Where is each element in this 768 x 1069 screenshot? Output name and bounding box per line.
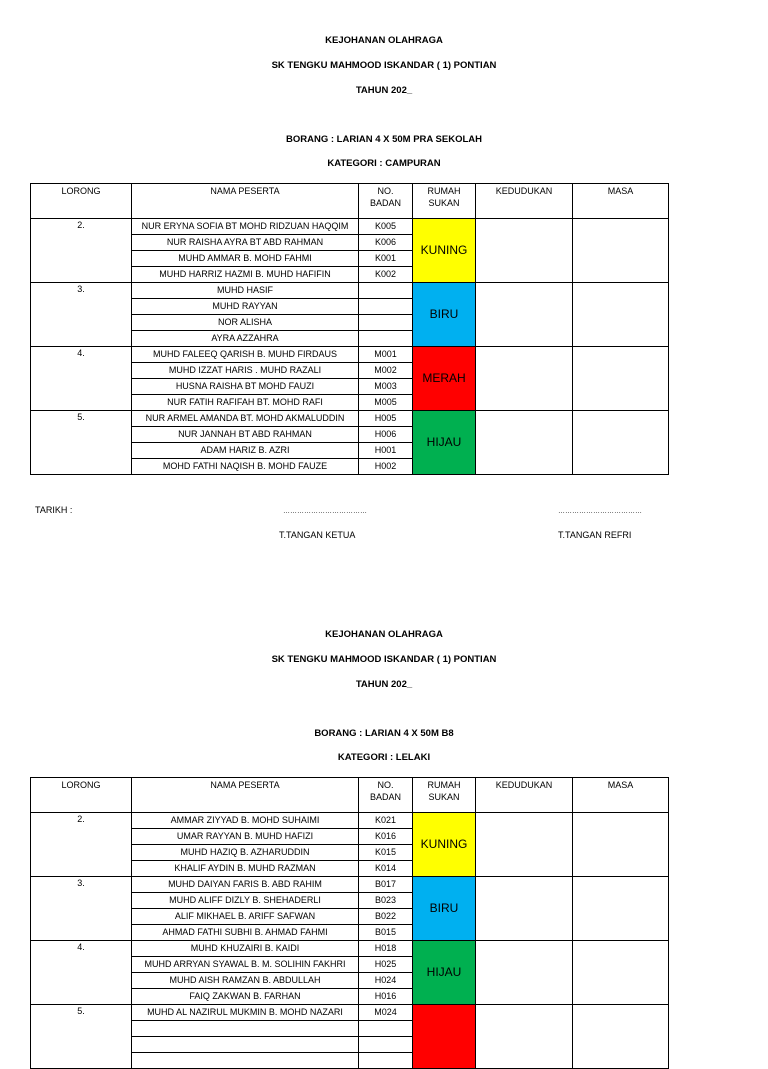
kedudukan-cell xyxy=(476,283,573,347)
nama-peserta-cell: MUHD RAYYAN xyxy=(132,299,359,315)
masa-cell xyxy=(573,813,669,877)
col-nama-peserta: NAMA PESERTA xyxy=(132,778,359,813)
lorong-cell: 3. xyxy=(31,877,132,941)
no-badan-cell: K001 xyxy=(359,251,413,267)
col-kedudukan: KEDUDUKAN xyxy=(476,184,573,219)
nama-peserta-cell: MUHD AISH RAMZAN B. ABDULLAH xyxy=(132,973,359,989)
results-table xyxy=(30,183,669,475)
table-header-row xyxy=(31,184,669,219)
no-badan-cell: H024 xyxy=(359,973,413,989)
signature-line-refri: ……………………………… xyxy=(558,508,642,515)
no-badan-cell: M003 xyxy=(359,379,413,395)
table-header-row xyxy=(31,778,669,813)
no-badan-cell: H005 xyxy=(359,411,413,427)
lorong-cell: 3. xyxy=(31,283,132,347)
nama-peserta-cell: HUSNA RAISHA BT MOHD FAUZI xyxy=(132,379,359,395)
no-badan-cell: H025 xyxy=(359,957,413,973)
kedudukan-cell xyxy=(476,347,573,411)
event-title: KEJOHANAN OLAHRAGA xyxy=(325,35,443,46)
col-lorong: LORONG xyxy=(31,778,132,813)
nama-peserta-cell: MUHD FALEEQ QARISH B. MUHD FIRDAUS xyxy=(132,347,359,363)
nama-peserta-cell: AMMAR ZIYYAD B. MOHD SUHAIMI xyxy=(132,813,359,829)
col-rumah-sukan: RUMAH SUKAN xyxy=(413,778,476,813)
rumah-sukan-cell: KUNING xyxy=(413,813,476,877)
no-badan-cell: M001 xyxy=(359,347,413,363)
col-nama-peserta: NAMA PESERTA xyxy=(132,184,359,219)
rumah-sukan-cell: BIRU xyxy=(413,283,476,347)
nama-peserta-cell xyxy=(132,1053,359,1069)
nama-peserta-cell: UMAR RAYYAN B. MUHD HAFIZI xyxy=(132,829,359,845)
nama-peserta-cell: NUR ARMEL AMANDA BT. MOHD AKMALUDDIN xyxy=(132,411,359,427)
col-lorong: LORONG xyxy=(31,184,132,219)
no-badan-cell: K002 xyxy=(359,267,413,283)
table-row xyxy=(31,877,669,893)
no-badan-cell: B015 xyxy=(359,925,413,941)
kedudukan-cell xyxy=(476,941,573,1005)
table-row xyxy=(31,283,669,299)
no-badan-cell xyxy=(359,1021,413,1037)
nama-peserta-cell xyxy=(132,1037,359,1053)
year-label: TAHUN 202_ xyxy=(355,85,413,96)
lorong-cell: 2. xyxy=(31,813,132,877)
no-badan-cell: M024 xyxy=(359,1005,413,1021)
no-badan-cell xyxy=(359,1037,413,1053)
table-row xyxy=(31,813,669,829)
col-masa: MASA xyxy=(573,184,669,219)
masa-cell xyxy=(573,1005,669,1069)
nama-peserta-cell: MUHD ALIFF DIZLY B. SHEHADERLI xyxy=(132,893,359,909)
no-badan-cell: H006 xyxy=(359,427,413,443)
nama-peserta-cell: FAIQ ZAKWAN B. FARHAN xyxy=(132,989,359,1005)
nama-peserta-cell: MUHD HASIF xyxy=(132,283,359,299)
nama-peserta-cell: AHMAD FATHI SUBHI B. AHMAD FAHMI xyxy=(132,925,359,941)
col-masa: MASA xyxy=(573,778,669,813)
nama-peserta-cell: ALIF MIKHAEL B. ARIFF SAFWAN xyxy=(132,909,359,925)
nama-peserta-cell: MUHD AL NAZIRUL MUKMIN B. MOHD NAZARI xyxy=(132,1005,359,1021)
kedudukan-cell xyxy=(476,813,573,877)
no-badan-cell: K006 xyxy=(359,235,413,251)
no-badan-cell xyxy=(359,283,413,299)
col-rumah-sukan: RUMAH SUKAN xyxy=(413,184,476,219)
refri-signature-label: T.TANGAN REFRI xyxy=(558,530,632,540)
col-kedudukan: KEDUDUKAN xyxy=(476,778,573,813)
signature-line-ketua: ……………………………… xyxy=(283,508,367,515)
no-badan-cell: K015 xyxy=(359,845,413,861)
table-body xyxy=(31,219,669,475)
nama-peserta-cell: NOR ALISHA xyxy=(132,315,359,331)
lorong-cell: 5. xyxy=(31,1005,132,1069)
tarikh-label: TARIKH : xyxy=(35,505,73,515)
rumah-sukan-cell: BIRU xyxy=(413,877,476,941)
table-row xyxy=(31,411,669,427)
rumah-sukan-cell: KUNING xyxy=(413,219,476,283)
nama-peserta-cell: KHALIF AYDIN B. MUHD RAZMAN xyxy=(132,861,359,877)
nama-peserta-cell: MUHD IZZAT HARIS . MUHD RAZALI xyxy=(132,363,359,379)
no-badan-cell: K014 xyxy=(359,861,413,877)
no-badan-cell: H002 xyxy=(359,459,413,475)
no-badan-cell: B022 xyxy=(359,909,413,925)
nama-peserta-cell: ADAM HARIZ B. AZRI xyxy=(132,443,359,459)
rumah-sukan-cell xyxy=(413,1005,476,1069)
masa-cell xyxy=(573,877,669,941)
no-badan-cell xyxy=(359,331,413,347)
event-title: KEJOHANAN OLAHRAGA xyxy=(325,629,443,640)
masa-cell xyxy=(573,941,669,1005)
nama-peserta-cell: MUHD KHUZAIRI B. KAIDI xyxy=(132,941,359,957)
kedudukan-cell xyxy=(476,1005,573,1069)
nama-peserta-cell: NUR RAISHA AYRA BT ABD RAHMAN xyxy=(132,235,359,251)
table-body xyxy=(31,813,669,1069)
no-badan-cell: K016 xyxy=(359,829,413,845)
table-row xyxy=(31,347,669,363)
nama-peserta-cell: MUHD AMMAR B. MOHD FAHMI xyxy=(132,251,359,267)
table-row xyxy=(31,941,669,957)
kategori-label: KATEGORI : LELAKI xyxy=(337,752,431,763)
no-badan-cell: M005 xyxy=(359,395,413,411)
no-badan-cell: H016 xyxy=(359,989,413,1005)
nama-peserta-cell: MUHD HAZIQ B. AZHARUDDIN xyxy=(132,845,359,861)
no-badan-cell xyxy=(359,299,413,315)
kedudukan-cell xyxy=(476,877,573,941)
nama-peserta-cell: MUHD HARRIZ HAZMI B. MUHD HAFIFIN xyxy=(132,267,359,283)
no-badan-cell xyxy=(359,1053,413,1069)
kedudukan-cell xyxy=(476,219,573,283)
col-no-badan: NO. BADAN xyxy=(359,778,413,813)
results-table xyxy=(30,777,669,1069)
no-badan-cell xyxy=(359,315,413,331)
no-badan-cell: M002 xyxy=(359,363,413,379)
rumah-sukan-cell: HIJAU xyxy=(413,411,476,475)
no-badan-cell: H018 xyxy=(359,941,413,957)
rumah-sukan-cell: MERAH xyxy=(413,347,476,411)
lorong-cell: 5. xyxy=(31,411,132,475)
nama-peserta-cell: NUR JANNAH BT ABD RAHMAN xyxy=(132,427,359,443)
masa-cell xyxy=(573,347,669,411)
school-name: SK TENGKU MAHMOOD ISKANDAR ( 1) PONTIAN xyxy=(271,654,497,665)
year-label: TAHUN 202_ xyxy=(355,679,413,690)
no-badan-cell: B023 xyxy=(359,893,413,909)
kategori-label: KATEGORI : CAMPURAN xyxy=(327,158,441,169)
nama-peserta-cell: NUR FATIH RAFIFAH BT. MOHD RAFI xyxy=(132,395,359,411)
school-name: SK TENGKU MAHMOOD ISKANDAR ( 1) PONTIAN xyxy=(271,60,497,71)
masa-cell xyxy=(573,219,669,283)
no-badan-cell: K005 xyxy=(359,219,413,235)
lorong-cell: 4. xyxy=(31,941,132,1005)
borang-label: BORANG : LARIAN 4 X 50M PRA SEKOLAH xyxy=(286,134,482,145)
kedudukan-cell xyxy=(476,411,573,475)
lorong-cell: 4. xyxy=(31,347,132,411)
table-row xyxy=(31,1005,669,1021)
nama-peserta-cell: MUHD ARRYAN SYAWAL B. M. SOLIHIN FAKHRI xyxy=(132,957,359,973)
nama-peserta-cell: AYRA AZZAHRA xyxy=(132,331,359,347)
no-badan-cell: H001 xyxy=(359,443,413,459)
borang-label: BORANG : LARIAN 4 X 50M B8 xyxy=(314,728,454,739)
lorong-cell: 2. xyxy=(31,219,132,283)
table-row xyxy=(31,219,669,235)
rumah-sukan-cell: HIJAU xyxy=(413,941,476,1005)
nama-peserta-cell: MUHD DAIYAN FARIS B. ABD RAHIM xyxy=(132,877,359,893)
nama-peserta-cell xyxy=(132,1021,359,1037)
no-badan-cell: K021 xyxy=(359,813,413,829)
masa-cell xyxy=(573,411,669,475)
masa-cell xyxy=(573,283,669,347)
nama-peserta-cell: MOHD FATHI NAQISH B. MOHD FAUZE xyxy=(132,459,359,475)
nama-peserta-cell: NUR ERYNA SOFIA BT MOHD RIDZUAN HAQQIM xyxy=(132,219,359,235)
no-badan-cell: B017 xyxy=(359,877,413,893)
col-no-badan: NO. BADAN xyxy=(359,184,413,219)
ketua-signature-label: T.TANGAN KETUA xyxy=(279,530,356,540)
